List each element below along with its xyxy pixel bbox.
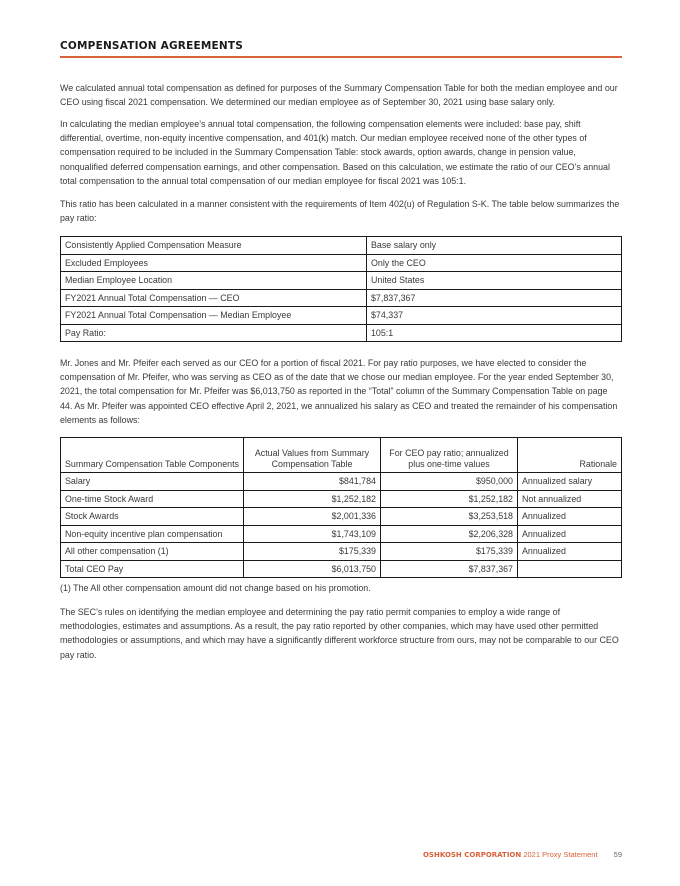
table-row (61, 560, 622, 578)
cell-annualized: $1,252,182 (381, 490, 518, 508)
cell-rationale: Annualized (518, 543, 622, 561)
table-row (61, 237, 622, 255)
table-cell-label: FY2021 Annual Total Compensation — CEO (61, 289, 367, 307)
column-header-components: Summary Compensation Table Components (61, 438, 244, 473)
cell-rationale: Annualized (518, 508, 622, 526)
cell-annualized: $3,253,518 (381, 508, 518, 526)
table-row (61, 508, 622, 526)
table-cell-value: United States (367, 272, 622, 290)
column-header-actual: Actual Values from Summary Compensation Table (244, 438, 381, 473)
cell-actual: $1,743,109 (244, 525, 381, 543)
cell-actual: $6,013,750 (244, 560, 381, 578)
table-cell-label: FY2021 Annual Total Compensation — Median Employee (61, 307, 367, 325)
table-cell-value: $7,837,367 (367, 289, 622, 307)
cell-annualized: $175,339 (381, 543, 518, 561)
paragraph-sec-rules: The SEC’s rules on identifying the median employee and determining the pay ratio permit companies to employ a wide range of methodologies, estimates and assumptions. As a result, the pay ratio reported by other companies, which may have used other permitted methodologies or assumptions, and which may have a significantly different workforce structure from ours, may not be comparable to our CEO pay ratio. (60, 607, 619, 660)
table-cell-label: Median Employee Location (61, 272, 367, 290)
table-row (61, 324, 622, 342)
cell-component: All other compensation (1) (61, 543, 244, 561)
cell-rationale: Annualized salary (518, 473, 622, 491)
cell-component: Total CEO Pay (61, 560, 244, 578)
footnote: (1) The All other compensation amount did not change based on his promotion. (60, 583, 371, 593)
table-row (61, 473, 622, 491)
cell-annualized: $950,000 (381, 473, 518, 491)
cell-actual: $2,001,336 (244, 508, 381, 526)
table-cell-value: $74,337 (367, 307, 622, 325)
table-cell-value: Only the CEO (367, 254, 622, 272)
column-header-rationale: Rationale (518, 438, 622, 473)
footer-document-title: 2021 Proxy Statement (523, 850, 598, 859)
table-row (61, 289, 622, 307)
table-row (61, 490, 622, 508)
paragraph-ceo-transition: Mr. Jones and Mr. Pfeifer each served as our CEO for a portion of fiscal 2021. For pay ratio purposes, we have elected to consider the compensation of Mr. Pfeifer, who was serving as CEO as of the date that we chose our median employee. For the year ended September 30, 2021, the total compensation for Mr. Pfeifer was $6,013,750 as reported in the “Total” column of the Summary Compensation Table on page 44. As Mr. Pfeifer was appointed CEO effective April 2, 2021, we annualized his salary as CEO and treated the remainder of his compensation elements as follows: (60, 358, 618, 425)
cell-actual: $1,252,182 (244, 490, 381, 508)
paragraph-ratio-intro: This ratio has been calculated in a manner consistent with the requirements of Item 402(u) of Regulation S-K. The table below summarizes the pay ratio: (60, 199, 620, 224)
table-row (61, 307, 622, 325)
page-footer (60, 850, 622, 859)
cell-actual: $841,784 (244, 473, 381, 491)
table-row (61, 272, 622, 290)
cell-annualized: $7,837,367 (381, 560, 518, 578)
table-cell-value: 105:1 (367, 324, 622, 342)
cell-component: Stock Awards (61, 508, 244, 526)
table-cell-label: Consistently Applied Compensation Measure (61, 237, 367, 255)
table-row (61, 543, 622, 561)
table-cell-value: Base salary only (367, 237, 622, 255)
cell-component: Salary (61, 473, 244, 491)
cell-annualized: $2,206,328 (381, 525, 518, 543)
paragraph-calculation: In calculating the median employee’s annual total compensation, the following compensation elements were included: base pay, shift differential, overtime, non-equity incentive compensation, and 401(k) match. Our median employee received none of the other types of compensation required to be included in the Summary Compensation Table: stock awards, option awards, change in pension value, nonqualified deferred compensation earnings, and other compensation. Based on this calculation, we estimate the ratio of our CEO’s annual total compensation to the annual total compensation of our median employee for fiscal 2021 was 105:1. (60, 119, 610, 186)
paragraph-methodology: We calculated annual total compensation as defined for purposes of the Summary Compensation Table for both the median employee and our CEO using fiscal 2021 compensation. We determined our median employee as of September 30, 2021 using base salary only. (60, 83, 618, 108)
footer-brand: OSHKOSH CORPORATION (422, 851, 522, 859)
table-cell-label: Pay Ratio: (61, 324, 367, 342)
cell-rationale (518, 560, 622, 578)
cell-rationale: Not annualized (518, 490, 622, 508)
table-header-row (61, 438, 622, 473)
table-cell-label: Excluded Employees (61, 254, 367, 272)
page-number: 59 (613, 850, 622, 859)
section-divider (60, 56, 622, 58)
pay-ratio-table (60, 236, 622, 342)
cell-rationale: Annualized (518, 525, 622, 543)
cell-component: One-time Stock Award (61, 490, 244, 508)
compensation-components-table (60, 437, 622, 578)
table-row (61, 525, 622, 543)
column-header-annualized: For CEO pay ratio; annualized plus one-time values (381, 438, 518, 473)
section-title: COMPENSATION AGREEMENTS (60, 40, 243, 52)
cell-component: Non-equity incentive plan compensation (61, 525, 244, 543)
table-row (61, 254, 622, 272)
cell-actual: $175,339 (244, 543, 381, 561)
